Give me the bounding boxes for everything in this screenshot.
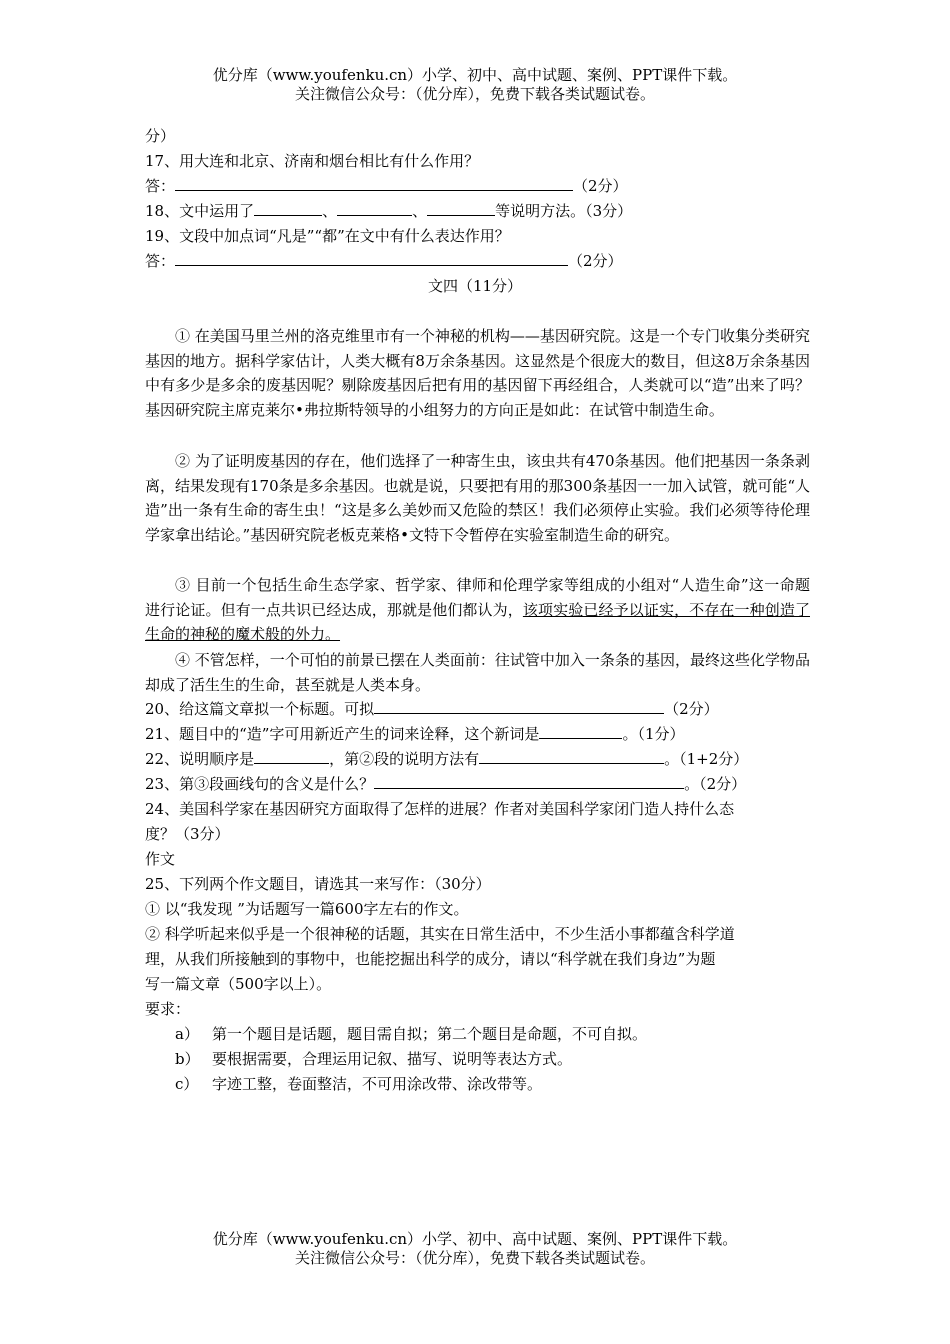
q21-text: 21、题目中的“造”字可用新近产生的词来诠释，这个新词是 [145, 725, 540, 743]
question-19: 19、文段中加点词“凡是”“都”在文中有什么表达作用？ [145, 227, 510, 245]
question-20 [145, 698, 810, 720]
q22-blank-2[interactable] [479, 749, 664, 764]
q20-blank[interactable] [374, 699, 664, 714]
question-23 [145, 773, 810, 795]
q23-score: 。（2分） [684, 775, 747, 793]
q22-blank-1[interactable] [254, 749, 329, 764]
requirement-a [175, 1023, 647, 1045]
question-25: 25、下列两个作文题目，请选其一来写作：（30分） [145, 875, 491, 893]
essay-option-2-line-1: ② 科学听起来似乎是一个很神秘的话题，其实在日常生活中，不少生活小事都蕴含科学道 [145, 925, 735, 943]
requirement-key: b） [175, 1050, 200, 1068]
requirement-c [175, 1073, 542, 1095]
p3-text: ③ 目前一个包括生命生态学家、哲学家、律师和伦理学家等组成的小组对“人造生命”这一命题进行论证。但有一点共识已经达成，那就是他们都认为， [145, 576, 810, 619]
q22-text-b: ，第②段的说明方法有 [329, 750, 480, 768]
requirement-key: c） [175, 1075, 199, 1093]
q18-blank-2[interactable] [337, 201, 412, 216]
essay-option-1: ① 以“我发现 ”为话题写一篇600字左右的作文。 [145, 900, 469, 918]
q20-text: 20、给这篇文章拟一个标题。可拟 [145, 700, 375, 718]
requirements-label: 要求： [145, 1000, 191, 1018]
answer-19-blank[interactable] [175, 251, 568, 266]
passage-paragraph-4: ④ 不管怎样，一个可怕的前景已摆在人类面前：往试管中加入一条条的基因，最终这些化学物品却成了活生生的生命，甚至就是人类本身。 [145, 651, 810, 694]
q22-score: 。（1+2分） [664, 750, 749, 768]
question-24-line-2: 度？（3分） [145, 825, 230, 843]
passage-paragraph-2: ② 为了证明废基因的存在，他们选择了一种寄生虫，该虫共有470条基因。他们把基因一条条剥离，结果发现有170条是多余基因。也就是说，只要把有用的那300条基因一一加入试管，就可能“人造”出一条有生命的寄生虫！“这是多么美妙而又危险的禁区！我们必须停止实验。我们必须等待伦理学家拿出结论。”基因研究院老板克莱格•文特下令暂停在实验室制造生命的研究。 [145, 452, 810, 544]
essay-option-2-line-2: 理，从我们所接触到的事物中，也能挖掘出科学的成分，请以“科学就在我们身边”为题 [145, 950, 716, 968]
requirement-text: 字迹工整，卷面整洁，不可用涂改带、涂改带等。 [212, 1075, 543, 1093]
question-24-line-1: 24、美国科学家在基因研究方面取得了怎样的进展？作者对美国科学家闭门造人持什么态 [145, 800, 735, 818]
answer-label: 答： [145, 252, 176, 270]
essay-heading: 作文 [145, 850, 176, 868]
header-line-1: 优分库（www.youfenku.cn）小学、初中、高中试题、案例、PPT课件下载。 [212, 66, 738, 84]
q18-blank-1[interactable] [254, 201, 322, 216]
q23-text: 23、第③段画线句的含义是什么？ [145, 775, 375, 793]
question-21 [145, 723, 810, 745]
q23-blank[interactable] [374, 774, 684, 789]
requirement-b [175, 1048, 572, 1070]
answer-17-blank[interactable] [175, 176, 573, 191]
footer-line-1: 优分库（www.youfenku.cn）小学、初中、高中试题、案例、PPT课件下载。 [212, 1230, 738, 1248]
question-22 [145, 748, 810, 770]
requirement-text: 第一个题目是话题，题目需自拟；第二个题目是命题，不可自拟。 [212, 1025, 648, 1043]
q18-text-b: 等说明方法。（3分） [495, 202, 633, 220]
answer-label: 答： [145, 177, 176, 195]
q18-blank-3[interactable] [427, 201, 495, 216]
passage-paragraph-1: ① 在美国马里兰州的洛克维里市有一个神秘的机构——基因研究院。这是一个专门收集分类研究基因的地方。据科学家估计，人类大概有8万余条基因。这显然是个很庞大的数目，但这8万余条基因中有多少是多余的废基因呢？剔除废基因后把有用的基因留下再经组合，人类就可以“造”出来了吗？基因研究院主席克莱尔•弗拉斯特领导的小组努力的方向正是如此：在试管中制造生命。 [145, 327, 810, 419]
fragment-text: 分） [145, 127, 176, 145]
q21-blank[interactable] [539, 724, 622, 739]
q18-text-a: 18、文中运用了 [145, 202, 255, 220]
section-title: 文四（11分） [427, 277, 523, 295]
q17-score: （2分） [573, 177, 628, 195]
answer-17-line [145, 175, 810, 197]
requirement-text: 要根据需要，合理运用记叙、描写、说明等表达方式。 [212, 1050, 573, 1068]
q18-sep-2: 、 [412, 202, 428, 220]
answer-19-line [145, 250, 810, 272]
essay-option-2-line-3: 写一篇文章（500字以上）。 [145, 975, 332, 993]
footer-line-2: 关注微信公众号：（优分库），免费下载各类试题试卷。 [294, 1249, 655, 1267]
q20-score: （2分） [664, 700, 719, 718]
header-line-2: 关注微信公众号：（优分库），免费下载各类试题试卷。 [294, 85, 655, 103]
requirement-key: a） [175, 1025, 199, 1043]
p3-underlined-sentence: 该项实验已经予以证实，不存在一种创造了生命的神秘的魔术般的外力。 [145, 600, 810, 643]
question-18 [145, 200, 810, 222]
question-17: 17、用大连和北京、济南和烟台相比有什么作用？ [145, 152, 480, 170]
q19-score: （2分） [568, 252, 623, 270]
q18-sep-1: 、 [322, 202, 338, 220]
q21-score: 。（1分） [622, 725, 685, 743]
passage-paragraph-3 [145, 573, 810, 647]
q22-text-a: 22、说明顺序是 [145, 750, 255, 768]
